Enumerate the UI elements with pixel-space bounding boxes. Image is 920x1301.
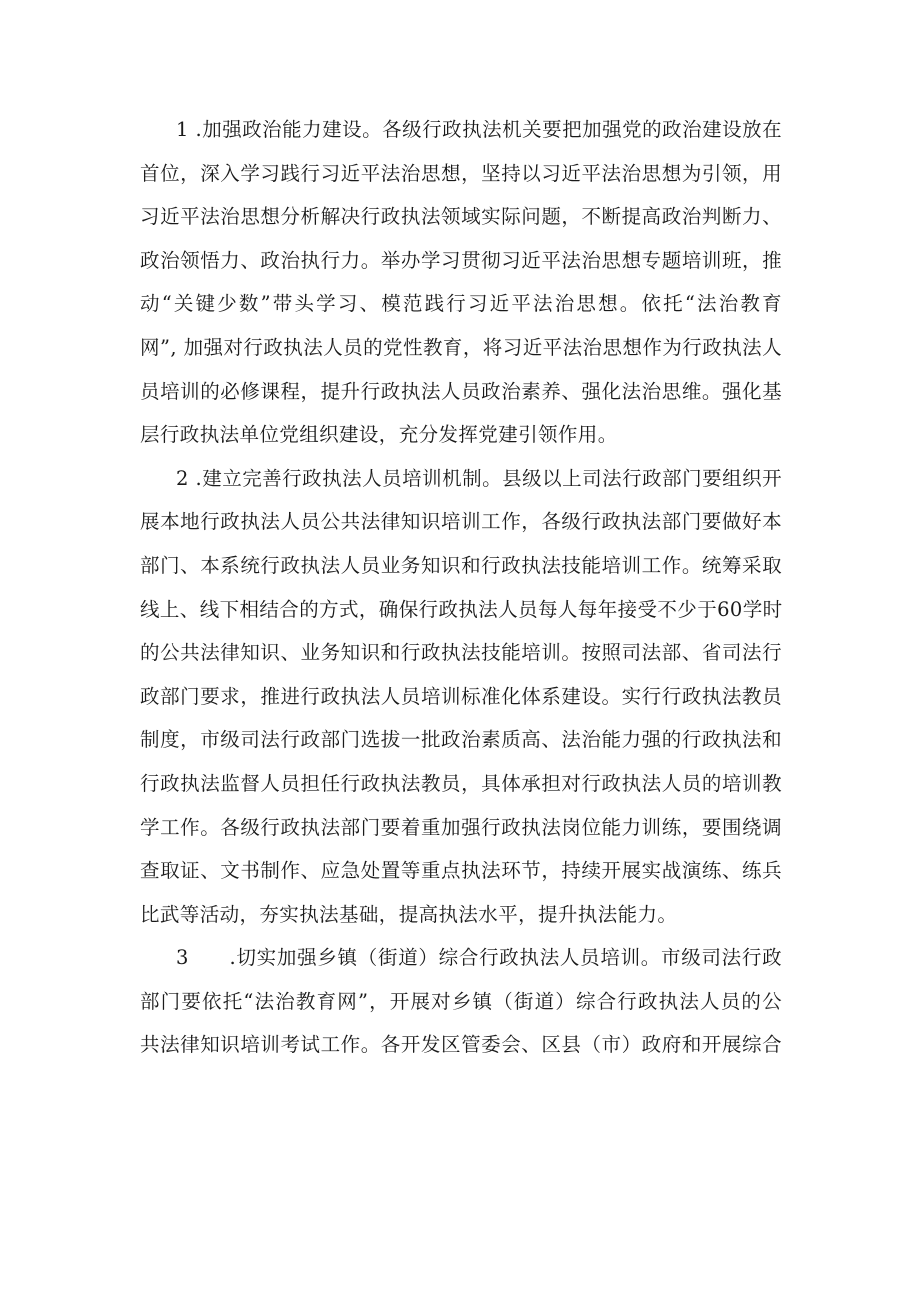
paragraph-line: 共法律知识培训考试工作。各开发区管委会、区县（市）政府和开展综合 — [140, 1033, 782, 1057]
paragraph-line: 学工作。各级行政执法部门要着重加强行政执法岗位能力训练，要围绕调 — [140, 815, 782, 839]
paragraph-line: 2 .建立完善行政执法人员培训机制。县级以上司法行政部门要组织开 — [176, 466, 782, 490]
paragraph-line: 习近平法治思想分析解决行政执法领域实际问题，不断提高政治判断力、 — [140, 205, 782, 229]
document-body — [140, 108, 782, 1067]
paragraph-line: 部门要依托“法治教育网”，开展对乡镇（街道）综合行政执法人员的公 — [140, 989, 782, 1013]
paragraph-1 — [140, 108, 782, 457]
paragraph-line: 政治领悟力、政治执行力。举办学习贯彻习近平法治思想专题培训班，推 — [140, 248, 782, 272]
paragraph-line: 政部门要求，推进行政执法人员培训标准化体系建设。实行行政执法教员 — [140, 684, 782, 708]
paragraph-line: 网”, 加强对行政执法人员的党性教育，将习近平法治思想作为行政执法人 — [140, 335, 782, 359]
paragraph-line: 查取证、文书制作、应急处置等重点执法环节，持续开展实战演练、练兵 — [140, 859, 782, 883]
paragraph-line: 动“关键少数”带头学习、模范践行习近平法治思想。依托“法治教育 — [140, 292, 782, 316]
paragraph-line: 制度，市级司法行政部门选拔一批政治素质高、法治能力强的行政执法和 — [140, 728, 782, 752]
paragraph-line: 的公共法律知识、业务知识和行政执法技能培训。按照司法部、省司法行 — [140, 641, 782, 665]
paragraph-line: 3 .切实加强乡镇（街道）综合行政执法人员培训。市级司法行政 — [176, 946, 782, 970]
paragraph-line: 首位，深入学习践行习近平法治思想，坚持以习近平法治思想为引领，用 — [140, 161, 782, 185]
paragraph-line: 展本地行政执法人员公共法律知识培训工作，各级行政执法部门要做好本 — [140, 510, 782, 534]
paragraph-line: 线上、线下相结合的方式，确保行政执法人员每人每年接受不少于60学时 — [140, 597, 783, 621]
paragraph-2 — [140, 457, 782, 937]
paragraph-line: 部门、本系统行政执法人员业务知识和行政执法技能培训工作。统筹采取 — [140, 553, 782, 577]
paragraph-3 — [140, 936, 782, 1067]
paragraph-line: 1 .加强政治能力建设。各级行政执法机关要把加强党的政治建设放在 — [176, 118, 782, 141]
paragraph-line: 层行政执法单位党组织建设，充分发挥党建引领作用。 — [140, 423, 618, 447]
paragraph-line: 比武等活动，夯实执法基础，提高执法水平，提升执法能力。 — [140, 902, 678, 926]
paragraph-line: 行政执法监督人员担任行政执法教员，具体承担对行政执法人员的培训教 — [140, 771, 782, 795]
paragraph-line: 员培训的必修课程，提升行政执法人员政治素养、强化法治思维。强化基 — [140, 379, 782, 403]
